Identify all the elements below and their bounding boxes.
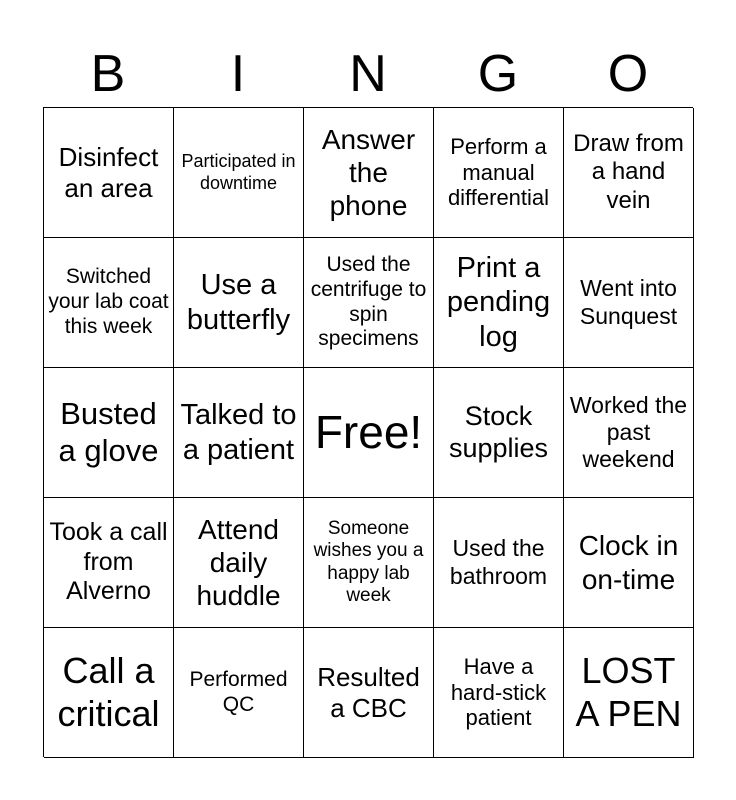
bingo-cell[interactable]: Answer the phone [304,108,434,238]
header-letter-i: I [230,45,246,103]
bingo-cell[interactable]: Print a pending log [434,238,564,368]
bingo-cell[interactable]: Have a hard-stick patient [434,628,564,758]
bingo-cell[interactable]: Resulted a CBC [304,628,434,758]
bingo-header [43,40,693,108]
bingo-cell[interactable]: Participated in downtime [174,108,304,238]
bingo-cell[interactable]: Switched your lab coat this week [44,238,174,368]
bingo-cell[interactable]: Call a critical [44,628,174,758]
bingo-cell[interactable]: Talked to a patient [174,368,304,498]
bingo-cell[interactable]: Performed QC [174,628,304,758]
bingo-cell[interactable]: Went into Sunquest [564,238,694,368]
bingo-cell[interactable]: Draw from a hand vein [564,108,694,238]
bingo-cell[interactable]: Took a call from Alverno [44,498,174,628]
bingo-cell[interactable]: LOST A PEN [564,628,694,758]
header-letter-o: O [607,45,649,103]
bingo-cell[interactable]: Attend daily huddle [174,498,304,628]
bingo-cell[interactable]: Use a butterfly [174,238,304,368]
header-letter-n: N [349,45,387,103]
free-space-cell[interactable]: Free! [304,368,434,498]
bingo-cell[interactable]: Used the bathroom [434,498,564,628]
bingo-cell[interactable]: Stock supplies [434,368,564,498]
bingo-cell[interactable]: Someone wishes you a happy lab week [304,498,434,628]
header-letter-g: G [477,45,519,103]
bingo-cell[interactable]: Clock in on-time [564,498,694,628]
bingo-cell[interactable]: Busted a glove [44,368,174,498]
header-letter-b: B [90,45,126,103]
bingo-cell[interactable]: Perform a manual differential [434,108,564,238]
bingo-cell[interactable]: Disinfect an area [44,108,174,238]
bingo-board [43,107,693,757]
bingo-cell[interactable]: Used the centrifuge to spin specimens [304,238,434,368]
bingo-cell[interactable]: Worked the past weekend [564,368,694,498]
